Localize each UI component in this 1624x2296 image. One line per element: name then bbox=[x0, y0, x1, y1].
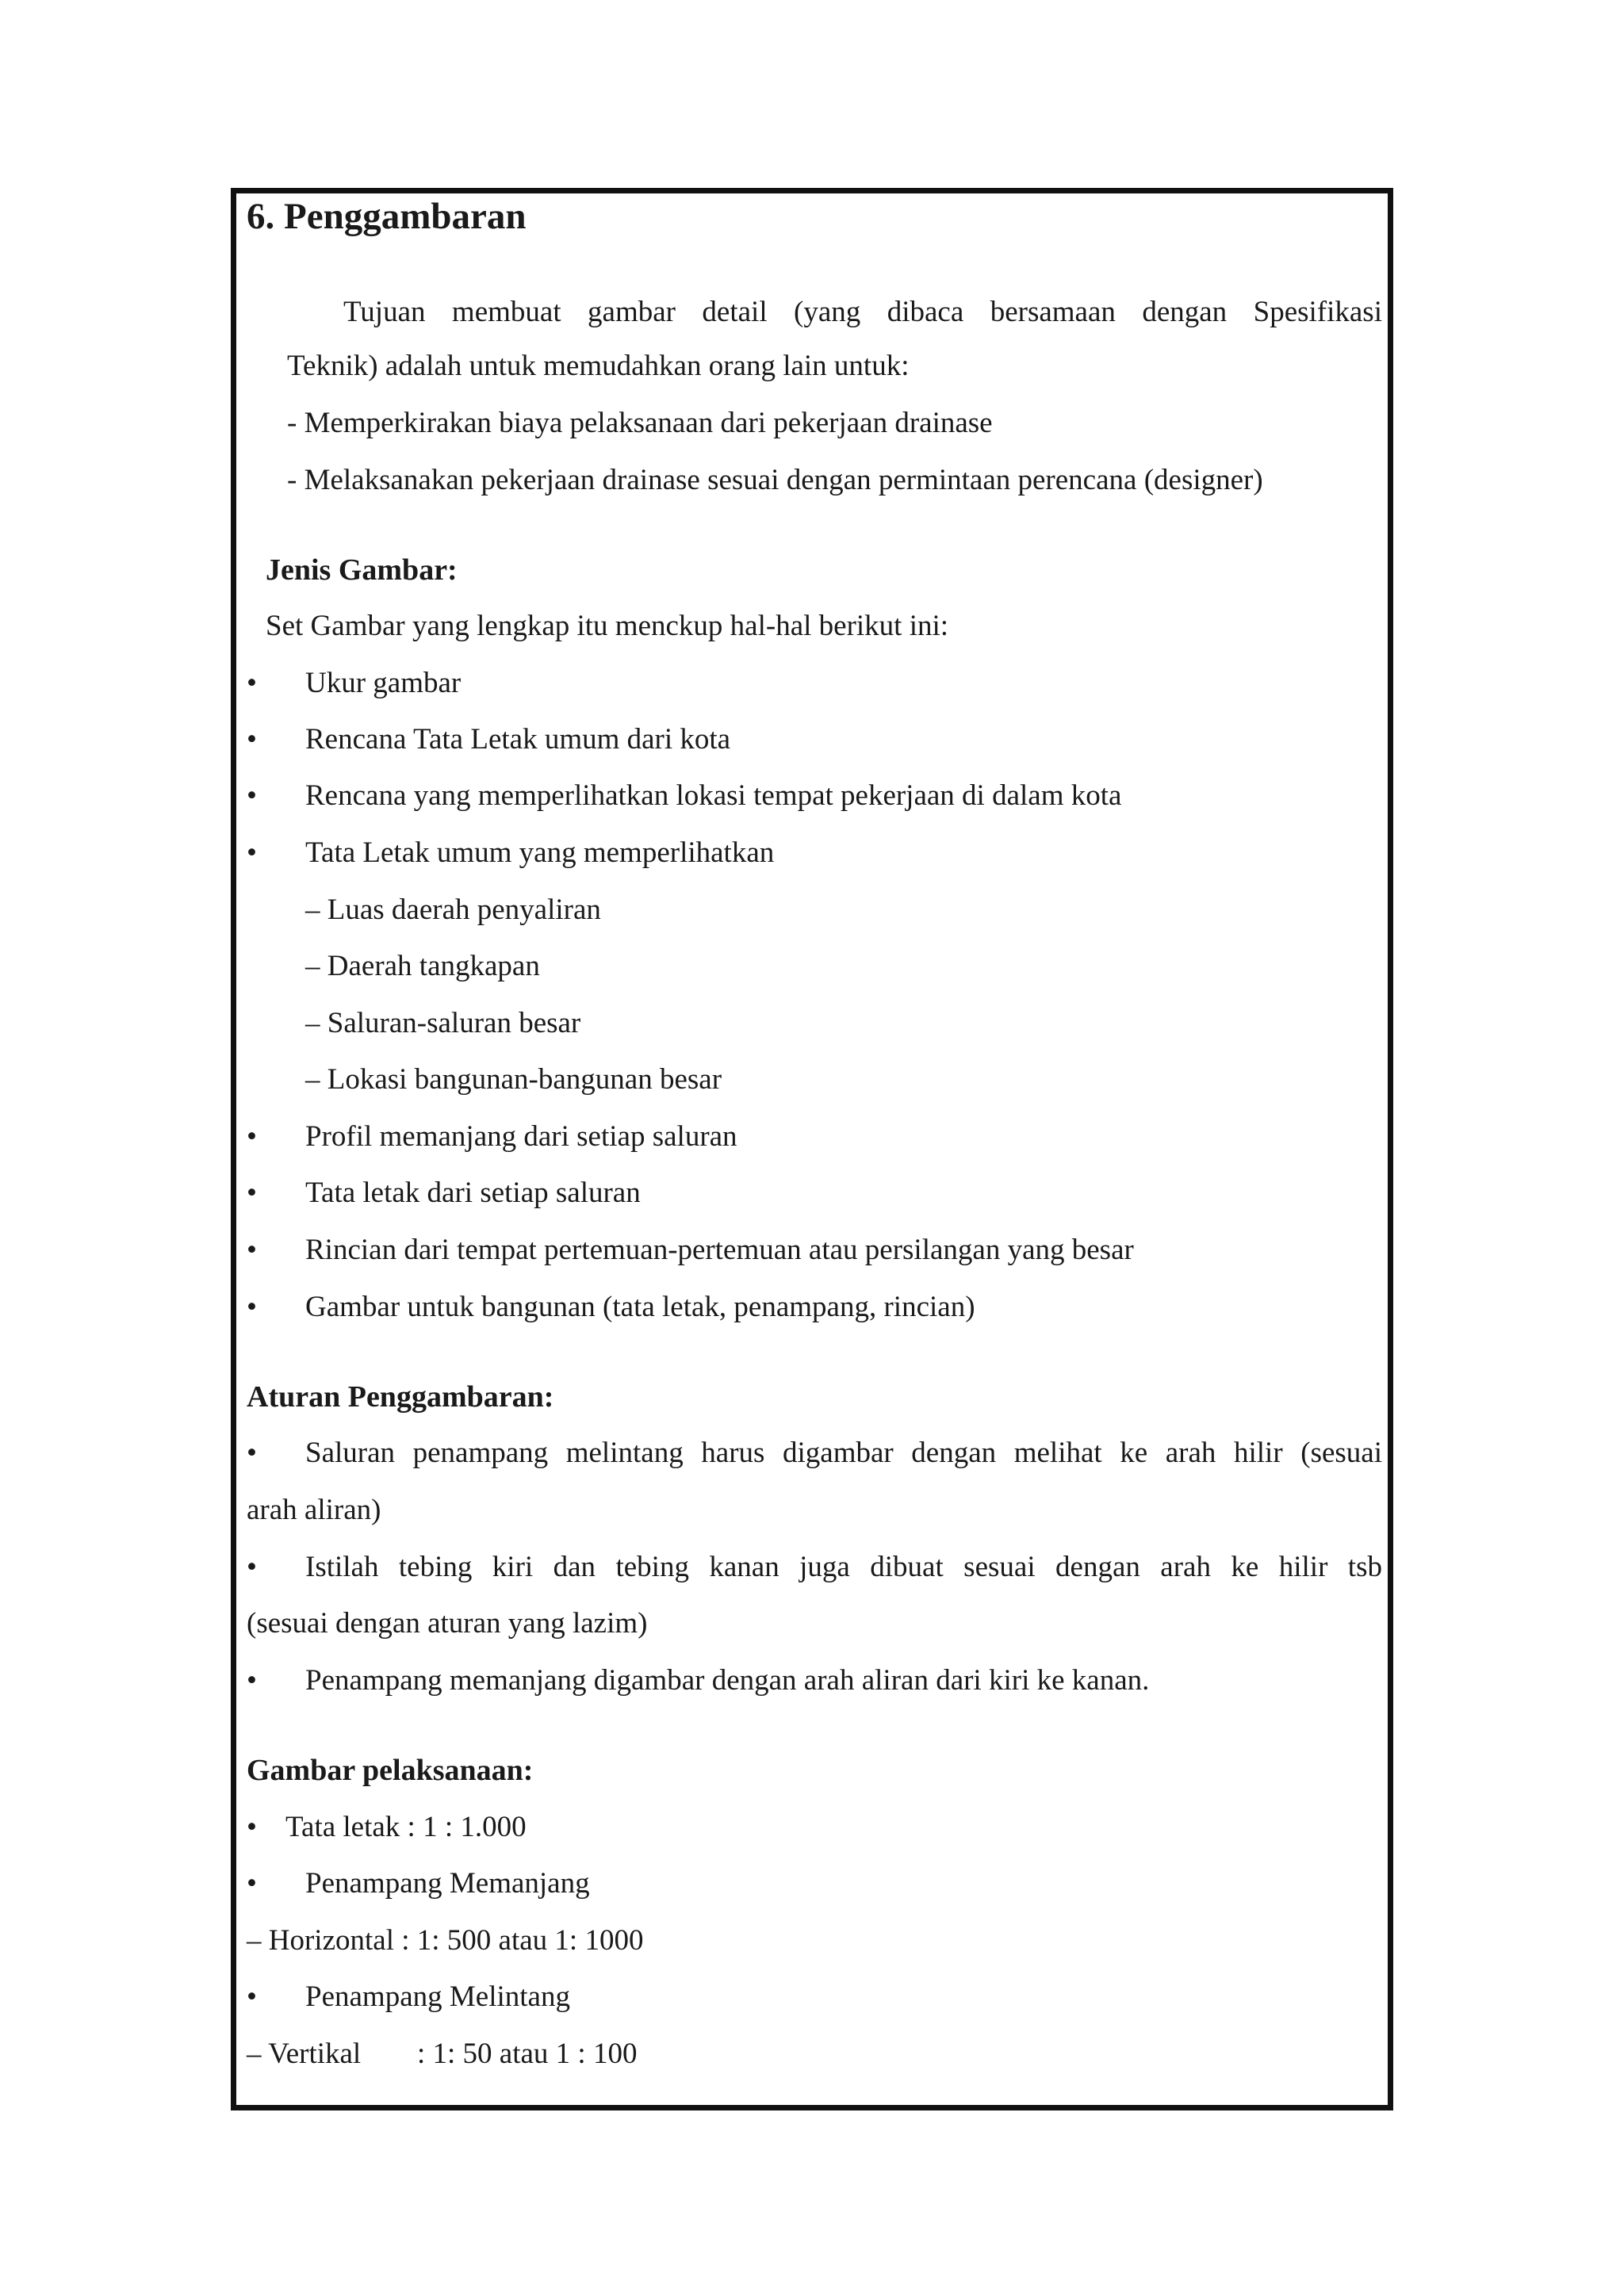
sub-list-item: – Saluran-saluran besar bbox=[305, 1007, 581, 1039]
list-item: Profil memanjang dari setiap saluran bbox=[305, 1120, 737, 1153]
jenis-gambar-title: Jenis Gambar: bbox=[266, 553, 458, 587]
list-item: Rencana yang memperlihatkan lokasi tempat pekerjaan di dalam kota bbox=[305, 779, 1122, 812]
bullet-icon: • bbox=[247, 1234, 257, 1266]
penampang-melintang: Penampang Melintang bbox=[305, 1980, 570, 2013]
bullet-icon: • bbox=[247, 1551, 257, 1583]
section-title: 6. Penggambaran bbox=[247, 196, 527, 237]
bullet-icon: • bbox=[247, 836, 257, 869]
intro-line-2: Teknik) adalah untuk memudahkan orang lain untuk: bbox=[287, 350, 910, 382]
list-item: Ukur gambar bbox=[305, 667, 462, 699]
aturan-item-2-line-2: (sesuai dengan aturan yang lazim) bbox=[247, 1607, 648, 1640]
bullet-icon: • bbox=[247, 1664, 257, 1697]
bullet-icon: • bbox=[247, 1291, 257, 1323]
intro-item-1: - Memperkirakan biaya pelaksanaan dari pekerjaan drainase bbox=[287, 407, 993, 439]
bullet-icon: • bbox=[247, 1120, 257, 1153]
gambar-pelaksanaan-title: Gambar pelaksanaan: bbox=[247, 1754, 534, 1787]
aturan-item-3: Penampang memanjang digambar dengan arah aliran dari kiri ke kanan. bbox=[305, 1664, 1150, 1697]
sub-list-item: – Luas daerah penyaliran bbox=[305, 894, 601, 926]
aturan-item-1-line-1: Saluran penampang melintang harus digambar dengan melihat ke arah hilir (sesuai bbox=[305, 1437, 1382, 1469]
list-item: Rincian dari tempat pertemuan-pertemuan atau persilangan yang besar bbox=[305, 1234, 1134, 1266]
vertikal-scale: : 1: 50 atau 1 : 100 bbox=[417, 2038, 638, 2070]
tata-letak-scale: Tata letak : 1 : 1.000 bbox=[285, 1811, 527, 1843]
aturan-item-2-line-1: Istilah tebing kiri dan tebing kanan juga dibuat sesuai dengan arah ke hilir tsb bbox=[305, 1551, 1382, 1583]
bullet-icon: • bbox=[247, 1437, 257, 1469]
sub-list-item: – Lokasi bangunan-bangunan besar bbox=[305, 1063, 722, 1096]
bullet-icon: • bbox=[247, 779, 257, 812]
list-item: Rencana Tata Letak umum dari kota bbox=[305, 723, 731, 756]
list-item: Tata letak dari setiap saluran bbox=[305, 1177, 641, 1209]
bullet-icon: • bbox=[247, 667, 257, 699]
bullet-icon: • bbox=[247, 1177, 257, 1209]
horizontal-scale: – Horizontal : 1: 500 atau 1: 1000 bbox=[247, 1924, 644, 1957]
vertikal-label: – Vertikal bbox=[247, 2038, 362, 2070]
sub-list-item: – Daerah tangkapan bbox=[305, 950, 540, 982]
intro-line-1: Tujuan membuat gambar detail (yang dibaca bersamaan dengan Spesifikasi bbox=[343, 296, 1382, 328]
bullet-icon: • bbox=[247, 723, 257, 756]
list-item: Tata Letak umum yang memperlihatkan bbox=[305, 836, 775, 869]
bullet-icon: • bbox=[247, 1811, 257, 1843]
bullet-icon: • bbox=[247, 1867, 257, 1900]
aturan-item-1-line-2: arah aliran) bbox=[247, 1494, 381, 1526]
penampang-memanjang: Penampang Memanjang bbox=[305, 1867, 590, 1900]
list-item: Gambar untuk bangunan (tata letak, penampang, rincian) bbox=[305, 1291, 975, 1323]
intro-item-2: - Melaksanakan pekerjaan drainase sesuai dengan permintaan perencana (designer) bbox=[287, 464, 1263, 496]
bullet-icon: • bbox=[247, 1980, 257, 2013]
jenis-gambar-intro: Set Gambar yang lengkap itu menckup hal-hal berikut ini: bbox=[266, 610, 949, 642]
aturan-title: Aturan Penggambaran: bbox=[247, 1380, 554, 1414]
